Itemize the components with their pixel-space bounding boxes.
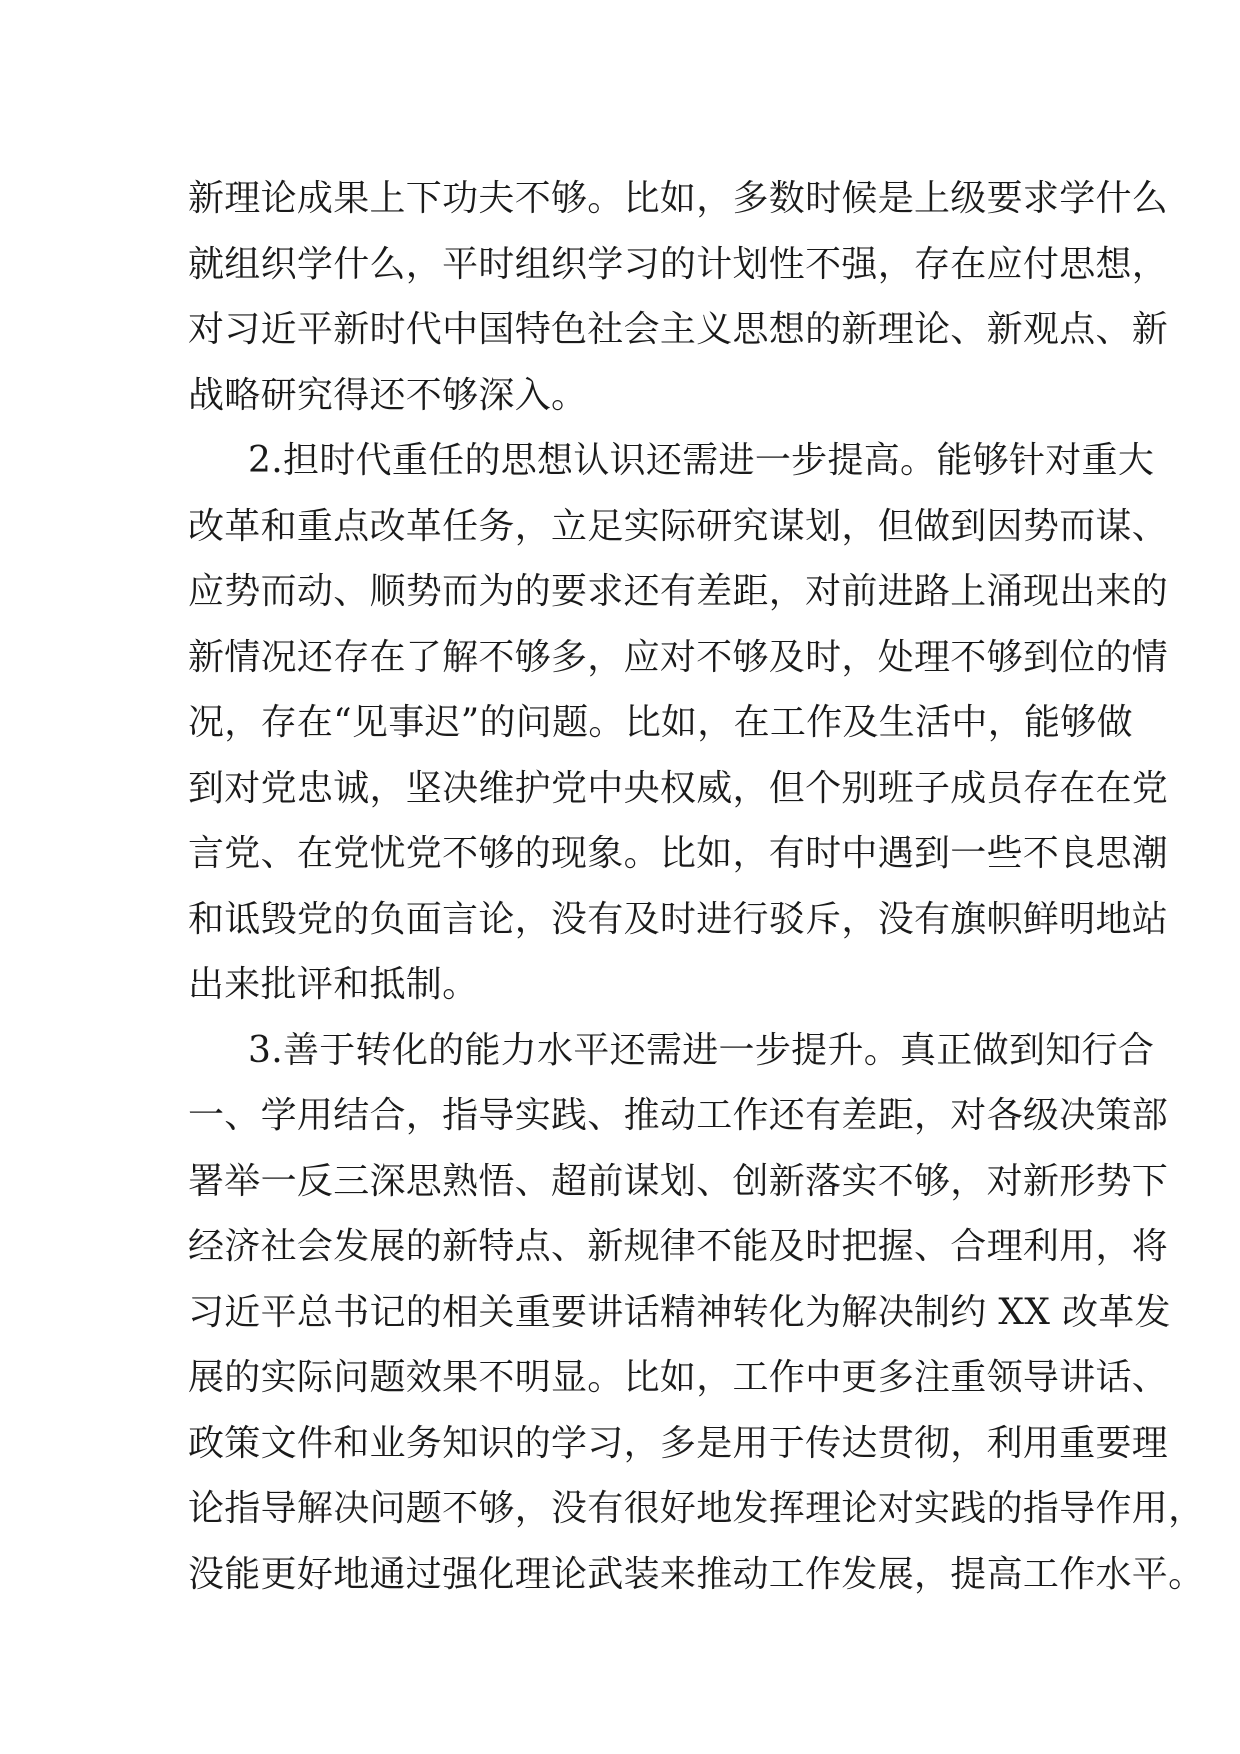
text-line: 况，存在“见事迟”的问题。比如，在工作及生活中，能够做 (188, 702, 1133, 743)
text-line: 一、学用结合，指导实践、推动工作还有差距，对各级决策部 (188, 1095, 1169, 1136)
text-line: 2.担时代重任的思想认识还需进一步提高。能够针对重大 (248, 440, 1155, 481)
text-line: 和诋毁党的负面言论，没有及时进行驳斥，没有旗帜鲜明地站 (188, 898, 1169, 940)
text-line: 就组织学什么，平时组织学习的计划性不强，存在应付思想， (188, 243, 1169, 285)
document-page (188, 166, 1205, 1607)
paragraph-2 (188, 428, 1169, 1018)
text-line: 到对党忠诚，坚决维护党中央权威，但个别班子成员存在在党 (188, 767, 1169, 809)
text-line: 展的实际问题效果不明显。比如，工作中更多注重领导讲话、 (188, 1357, 1169, 1398)
text-line: 新理论成果上下功夫不够。比如，多数时候是上级要求学什么 (188, 178, 1169, 219)
text-line: 论指导解决问题不够，没有很好地发挥理论对实践的指导作用， (188, 1488, 1205, 1529)
text-line: 出来批评和抵制。 (188, 964, 479, 1005)
text-line: 新情况还存在了解不够多，应对不够及时，处理不够到位的情 (188, 636, 1169, 678)
paragraph-1 (188, 166, 1169, 428)
paragraph-3 (188, 1018, 1205, 1608)
text-line: 改革和重点改革任务，立足实际研究谋划，但做到因势而谋、 (188, 505, 1169, 547)
text-line: 战略研究得还不够深入。 (188, 374, 588, 416)
text-line: 言党、在党忧党不够的现象。比如，有时中遇到一些不良思潮 (188, 833, 1169, 874)
text-line: 署举一反三深思熟悟、超前谋划、创新落实不够，对新形势下 (188, 1160, 1169, 1202)
text-line: 对习近平新时代中国特色社会主义思想的新理论、新观点、新 (188, 309, 1169, 350)
text-line: 政策文件和业务知识的学习，多是用于传达贯彻，利用重要理 (188, 1422, 1169, 1464)
text-line: 3.善于转化的能力水平还需进一步提升。真正做到知行合 (248, 1029, 1155, 1071)
text-line: 习近平总书记的相关重要讲话精神转化为解决制约 XX 改革发 (188, 1291, 1171, 1333)
text-line: 应势而动、顺势而为的要求还有差距，对前进路上涌现出来的 (188, 571, 1169, 612)
text-line: 没能更好地通过强化理论武装来推动工作发展，提高工作水平。 (188, 1553, 1205, 1595)
text-line: 经济社会发展的新特点、新规律不能及时把握、合理利用，将 (188, 1226, 1169, 1267)
